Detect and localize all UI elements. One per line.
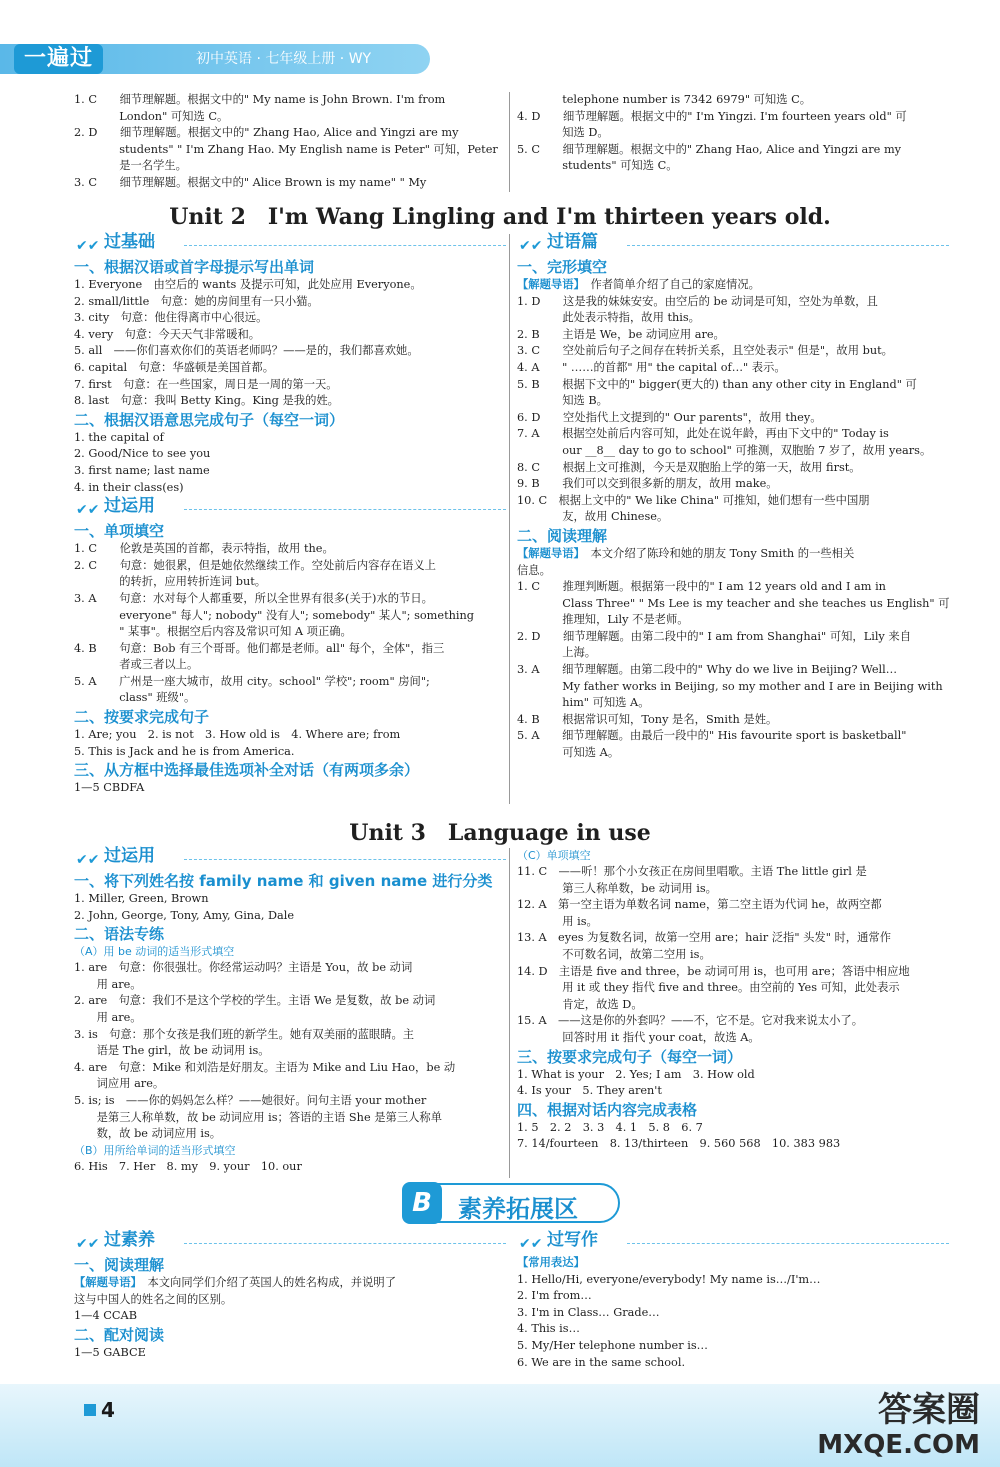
subsection-title: 一、单项填空 (74, 522, 165, 541)
subsection-title: 二、阅读理解 (517, 526, 608, 545)
section-heading: ✔✔ 过运用 (74, 848, 506, 870)
guide-line: 【解题导语】 本文介绍了陈玲和她的朋友 Tony Smith 的一些相关 (517, 546, 855, 560)
subsection-title: 二、根据汉语意思完成句子（每空一词） (74, 410, 345, 429)
answer-line: London" 可知选 C。 (74, 109, 229, 123)
section-heading: ✔✔ 过运用 (74, 498, 506, 520)
ribbon-icon: ✔✔ (76, 502, 100, 519)
top-right-answers (517, 92, 949, 175)
unit2-right-column (517, 232, 949, 762)
answer-line: 8. last 句意：我叫 Betty King。King 是我的姓。 (74, 394, 339, 408)
answer-line: 5. My/Her telephone number is… (517, 1338, 708, 1352)
answer-line: 词应用 are。 (74, 1077, 165, 1091)
answer-line: 7. first 句意：在一些国家，周日是一周的第一天。 (74, 377, 338, 391)
banner-title: 素养拓展区 (458, 1195, 578, 1223)
answer-line: 8. C 根据上文可推测，今天是双胞胎上学的第一天，故用 first。 (517, 460, 861, 474)
answer-line: 1—4 CCAB (74, 1309, 138, 1323)
answer-line: 3. city 句意：他住得离市中心很远。 (74, 311, 268, 325)
answer-line: 1. Everyone 由空后的 wants 及提示可知，此处应用 Everyone。 (74, 278, 422, 291)
column-divider (509, 848, 510, 1178)
answer-line: 知选 B。 (517, 394, 608, 408)
answer-list (74, 541, 506, 707)
answer-line: 1. Miller, Green, Brown (74, 892, 209, 905)
answer-line: 语是 The girl，故 be 动词用 is。 (74, 1044, 270, 1058)
answer-list (74, 727, 506, 760)
answer-list (74, 1345, 506, 1362)
answer-line: 1. What is your 2. Yes; I am 3. How old (517, 1067, 755, 1081)
extension-left-column (74, 1230, 506, 1361)
answer-line: 用 are。 (74, 977, 142, 991)
answer-line: 2. small/little 句意：她的房间里有一只小猫。 (74, 294, 319, 308)
answer-line: 12. A 第一空主语为单数名词 name，第二空主语为代词 he，故两空都 (517, 898, 882, 912)
column-divider (509, 234, 510, 804)
unit-3-title: Unit 3 Language in use (349, 820, 651, 846)
answer-line: 肯定，故选 D。 (517, 997, 643, 1011)
answer-line: 的转折，应用转折连词 but。 (74, 575, 267, 589)
answer-line: 13. A eyes 为复数名词，故第一空用 are；hair 泛指" 头发" 时，通常作 (517, 931, 891, 945)
answer-list (517, 579, 949, 762)
subsection-title: 三、从方框中选择最佳选项补全对话（有两项多余） (74, 761, 420, 780)
guide-line: 【解题导语】 本文向同学们介绍了英国人的姓名构成，并说明了 (74, 1276, 396, 1289)
answer-line: him" 可知选 A。 (517, 696, 650, 710)
answer-line: 5. This is Jack and he is from America. (74, 744, 295, 758)
answer-line: 回答时用 it 指代 your coat，故选 A。 (517, 1030, 760, 1044)
answer-line: 5. B 根据下文中的" bigger(更大的) than any other city in England" 可 (517, 377, 917, 391)
unit3-left-column (74, 846, 506, 1175)
answer-line: 1. 5 2. 2 3. 3 4. 1 5. 8 6. 7 (517, 1120, 703, 1134)
answer-line: 用 is。 (517, 914, 598, 928)
answer-line: 2. Good/Nice to see you (74, 447, 211, 461)
answer-line: 1—5 GABCE (74, 1345, 146, 1359)
answer-line: 2. D 细节理解题。由第二段中的" I am from Shanghai" 可知，Lily 来自 (517, 629, 912, 643)
answer-line: 者或三者以上。 (74, 658, 199, 672)
subsection-label: （B）用所给单词的适当形式填空 (74, 1143, 236, 1157)
answer-list (74, 430, 506, 496)
ribbon-icon: ✔✔ (519, 238, 543, 254)
answer-list (517, 294, 949, 526)
answer-line: My father works in Beijing, so my mother and I are in Beijing with (517, 679, 943, 693)
answer-line: 3. is 句意：那个女孩是我们班的新学生。她有双美丽的蓝眼睛。主 (74, 1027, 415, 1041)
answer-line: 知选 D。 (517, 126, 609, 140)
subsection-label: （A）用 be 动词的适当形式填空 (74, 945, 235, 959)
answer-list (74, 277, 506, 410)
answer-line: 5. A 广州是一座大城市，故用 city。school" 学校"; room" 房间"; (74, 674, 430, 688)
ribbon-icon: ✔✔ (519, 1236, 543, 1252)
answer-line: 3. I'm in Class… Grade… (517, 1305, 660, 1319)
answer-line: 3. C 空处前后句子之间存在转折关系，且空处表示" 但是"，故用 but。 (517, 344, 893, 358)
answer-line: 是第三人称单数，故 be 动词应用 is；答语的主语 She 是第三人称单 (74, 1110, 443, 1124)
subsection-title: 二、配对阅读 (74, 1325, 165, 1344)
answer-line: 6. We are in the same school. (517, 1355, 686, 1369)
answer-line: students" " I'm Zhang Hao. My English name is Peter" 可知，Peter (74, 142, 498, 156)
answer-line: 数，故 be 动词应用 is。 (74, 1127, 222, 1141)
answer-line: 1. are 句意：你很强壮。你经常运动吗？主语是 You，故 be 动词 (74, 961, 413, 975)
answer-line: telephone number is 7342 6979" 可知选 C。 (517, 93, 812, 106)
answer-line: 15. A ——这是你的外套吗？——不，它不是。它对我来说太小了。 (517, 1014, 864, 1028)
guide-line: 【解题导语】 作者简单介绍了自己的家庭情况。 (517, 278, 760, 291)
unit-2-title: Unit 2 I'm Wang Lingling and I'm thirteen years old. (169, 204, 831, 230)
ribbon-icon: ✔✔ (76, 1236, 100, 1252)
ribbon-icon: ✔✔ (76, 852, 100, 868)
ribbon-icon: ✔✔ (76, 238, 100, 254)
answer-line: our __8__ day to go to school" 可推测，双胞胎 7 岁了，故用 years。 (517, 443, 932, 457)
guide-line: 信息。 (517, 563, 551, 577)
answer-line: 1. C 伦敦是英国的首都，表示特指，故用 the。 (74, 542, 334, 556)
answer-line: 3. C 细节理解题。根据文中的" Alice Brown is my name" " My (74, 175, 427, 189)
answer-line: 此处表示特指，故用 this。 (517, 311, 700, 325)
answer-list (74, 1159, 506, 1176)
extension-banner (404, 1183, 620, 1223)
answer-line: 4. B 根据常识可知，Tony 是名，Smith 是姓。 (517, 712, 778, 726)
answer-line: 1. C 推理判断题。根据第一段中的" I am 12 years old and I am in (517, 580, 886, 594)
answer-line: 4. in their class(es) (74, 480, 184, 494)
guide-line: 这与中国人的姓名之间的区别。 (74, 1292, 233, 1306)
page-number: 4 (101, 1398, 115, 1422)
answer-line: 6. His 7. Her 8. my 9. your 10. our (74, 1159, 302, 1173)
answer-line: 1. Hello/Hi, everyone/everybody! My name is…/I'm… (517, 1272, 821, 1286)
answer-line: 用 it 或 they 指代 five and three。由空前的 Yes 可知，此处表示 (517, 981, 900, 995)
answer-line: 2. B 主语是 We，be 动词应用 are。 (517, 327, 725, 341)
answer-line: 6. D 空处指代上文提到的" Our parents"，故用 they。 (517, 410, 822, 424)
subsection-label: （C）单项填空 (517, 849, 591, 862)
answer-line: 1. D 这是我的妹妹安安。由空后的 be 动词是可知，空处为单数，且 (517, 294, 878, 308)
section-heading: ✔✔ 过基础 (74, 234, 506, 256)
subsection-label: 【常用表达】 (517, 1256, 585, 1269)
answer-line: 4. This is… (517, 1322, 580, 1336)
page-header (0, 0, 1000, 84)
answer-line: class" 班级"。 (74, 691, 196, 705)
answer-line: 2. are 句意：我们不是这个学校的学生。主语 We 是复数，故 be 动词 (74, 994, 436, 1008)
answer-line: 5. all ——你们喜欢你们的英语老师吗？——是的，我们都喜欢她。 (74, 344, 419, 358)
subsection-title: 一、完形填空 (517, 258, 608, 276)
answer-line: 4. D 细节理解题。根据文中的" I'm Yingzi. I'm fourteen years old" 可 (517, 109, 907, 123)
subsection-title: 二、语法专练 (74, 925, 165, 944)
answer-line: 5. A 细节理解题。由最后一段中的" His favourite sport is basketball" (517, 729, 907, 743)
subsection-title: 一、根据汉语或首字母提示写出单词 (74, 258, 315, 276)
answer-line: 推理知，Lily 不是老师。 (517, 613, 689, 627)
answer-line: 10. C 根据上文中的" We like China" 可推知，她们想有一些中国朋 (517, 493, 870, 507)
answer-list (74, 1308, 506, 1325)
answer-list (517, 1272, 949, 1372)
answer-line: 3. A 句意：水对每个人都重要，所以全世界有很多(关于)水的节日。 (74, 591, 433, 605)
section-heading: ✔✔ 过语篇 (517, 234, 949, 256)
top-left-answers (74, 92, 506, 192)
brand-logo: 一遍过 (14, 44, 103, 74)
subsection-title: 二、按要求完成句子 (74, 708, 210, 727)
column-divider (509, 92, 510, 192)
answer-line: 4. B 句意：Bob 有三个哥哥。他们都是老师。all" 每个，全体"，指三 (74, 641, 445, 655)
answer-line: " 某事"。根据空后内容及常识可知 A 项正确。 (74, 625, 352, 639)
subsection-title: 三、按要求完成句子（每空一词） (517, 1047, 743, 1066)
answer-line: 9. B 我们可以交到很多新的朋友，故用 make。 (517, 477, 778, 491)
answer-line: 1. Are; you 2. is not 3. How old is 4. Where are; from (74, 728, 401, 742)
answer-line: 4. are 句意：Mike 和刘浩是好朋友。主语为 Mike and Liu Hao，be 动 (74, 1060, 456, 1074)
answer-line: 上海。 (517, 646, 597, 660)
answer-line: 2. John, George, Tony, Amy, Gina, Dale (74, 908, 295, 922)
section-heading: ✔✔ 过素养 (74, 1232, 506, 1254)
answer-line: 3. first name; last name (74, 463, 210, 477)
answer-line: 不可数名词，故第二空用 is。 (517, 947, 711, 961)
answer-line: 2. I'm from… (517, 1289, 592, 1303)
answer-line: 3. A 细节理解题。由第二段中的" Why do we live in Beijing? Well… (517, 663, 898, 677)
answer-line: 7. 14/fourteen 8. 13/thirteen 9. 560 568 10. 383 983 (517, 1137, 841, 1151)
answer-line: 第三人称单数，be 动词用 is。 (517, 881, 717, 895)
answer-line: 4. A " ……的首都" 用" the capital of…" 表示。 (517, 360, 786, 374)
answer-line: Class Three" " Ms Lee is my teacher and she teaches us English" 可 (517, 596, 949, 610)
unit3-right-column (517, 848, 949, 1153)
answer-line: 7. A 根据空处前后内容可知，此处在说年龄，再由下文中的" Today is (517, 427, 889, 441)
answer-line: 2. D 细节理解题。根据文中的" Zhang Hao, Alice and Yingzi are my (74, 126, 459, 140)
answer-line: 1. the capital of (74, 430, 164, 444)
answer-line: students" 可知选 C。 (517, 159, 678, 173)
answer-list (74, 891, 506, 924)
extension-right-column (517, 1230, 949, 1371)
answer-list (517, 864, 949, 1047)
answer-list (517, 1120, 949, 1153)
answer-line: 2. C 句意：她很累，但是她依然继续工作。空处前后内容存在语义上 (74, 558, 436, 572)
unit2-left-column (74, 232, 506, 797)
answer-line: 11. C ——听！那个小女孩正在房间里唱歌。主语 The little girl 是 (517, 865, 867, 878)
subsection-title: 四、根据对话内容完成表格 (517, 1100, 698, 1119)
answer-line: 4. very 句意：今天天气非常暖和。 (74, 327, 261, 341)
answer-line: 友，故用 Chinese。 (517, 510, 669, 524)
subsection-title: 一、将下列姓名按 family name 和 given name 进行分类 (74, 872, 493, 890)
answer-line: 5. C 细节理解题。根据文中的" Zhang Hao, Alice and Yingzi are my (517, 142, 902, 156)
banner-letter: B (402, 1182, 442, 1224)
site-watermark: 答案圈 MXQE.COM (817, 1390, 980, 1460)
subsection-title: 一、阅读理解 (74, 1256, 165, 1274)
answer-line: everyone" 每人"; nobody" 没有人"; somebody" 某人"; something (74, 608, 475, 622)
answer-list (517, 1067, 949, 1100)
book-subtitle: 初中英语 · 七年级上册 · WY (196, 51, 372, 67)
answer-list (74, 960, 506, 1143)
answer-line: 用 are。 (74, 1010, 142, 1024)
page-number-marker (84, 1404, 96, 1416)
answer-line: 6. capital 句意：华盛顿是美国首都。 (74, 360, 275, 374)
answer-line: 是一名学生。 (74, 159, 187, 173)
answer-line: 4. Is your 5. They aren't (517, 1084, 662, 1098)
answer-line: 1—5 CBDFA (74, 781, 145, 795)
answer-line: 1. C 细节理解题。根据文中的" My name is John Brown. I'm from (74, 93, 446, 106)
answer-line: 可知选 A。 (517, 746, 620, 760)
section-heading: ✔✔ 过写作 (517, 1232, 949, 1254)
answer-line: 5. is; is ——你的妈妈怎么样？——她很好。问句主语 your mother (74, 1093, 427, 1107)
answer-line: 14. D 主语是 five and three，be 动词可用 is，也可用 are；答语中相应地 (517, 964, 910, 978)
answer-list (74, 780, 506, 797)
